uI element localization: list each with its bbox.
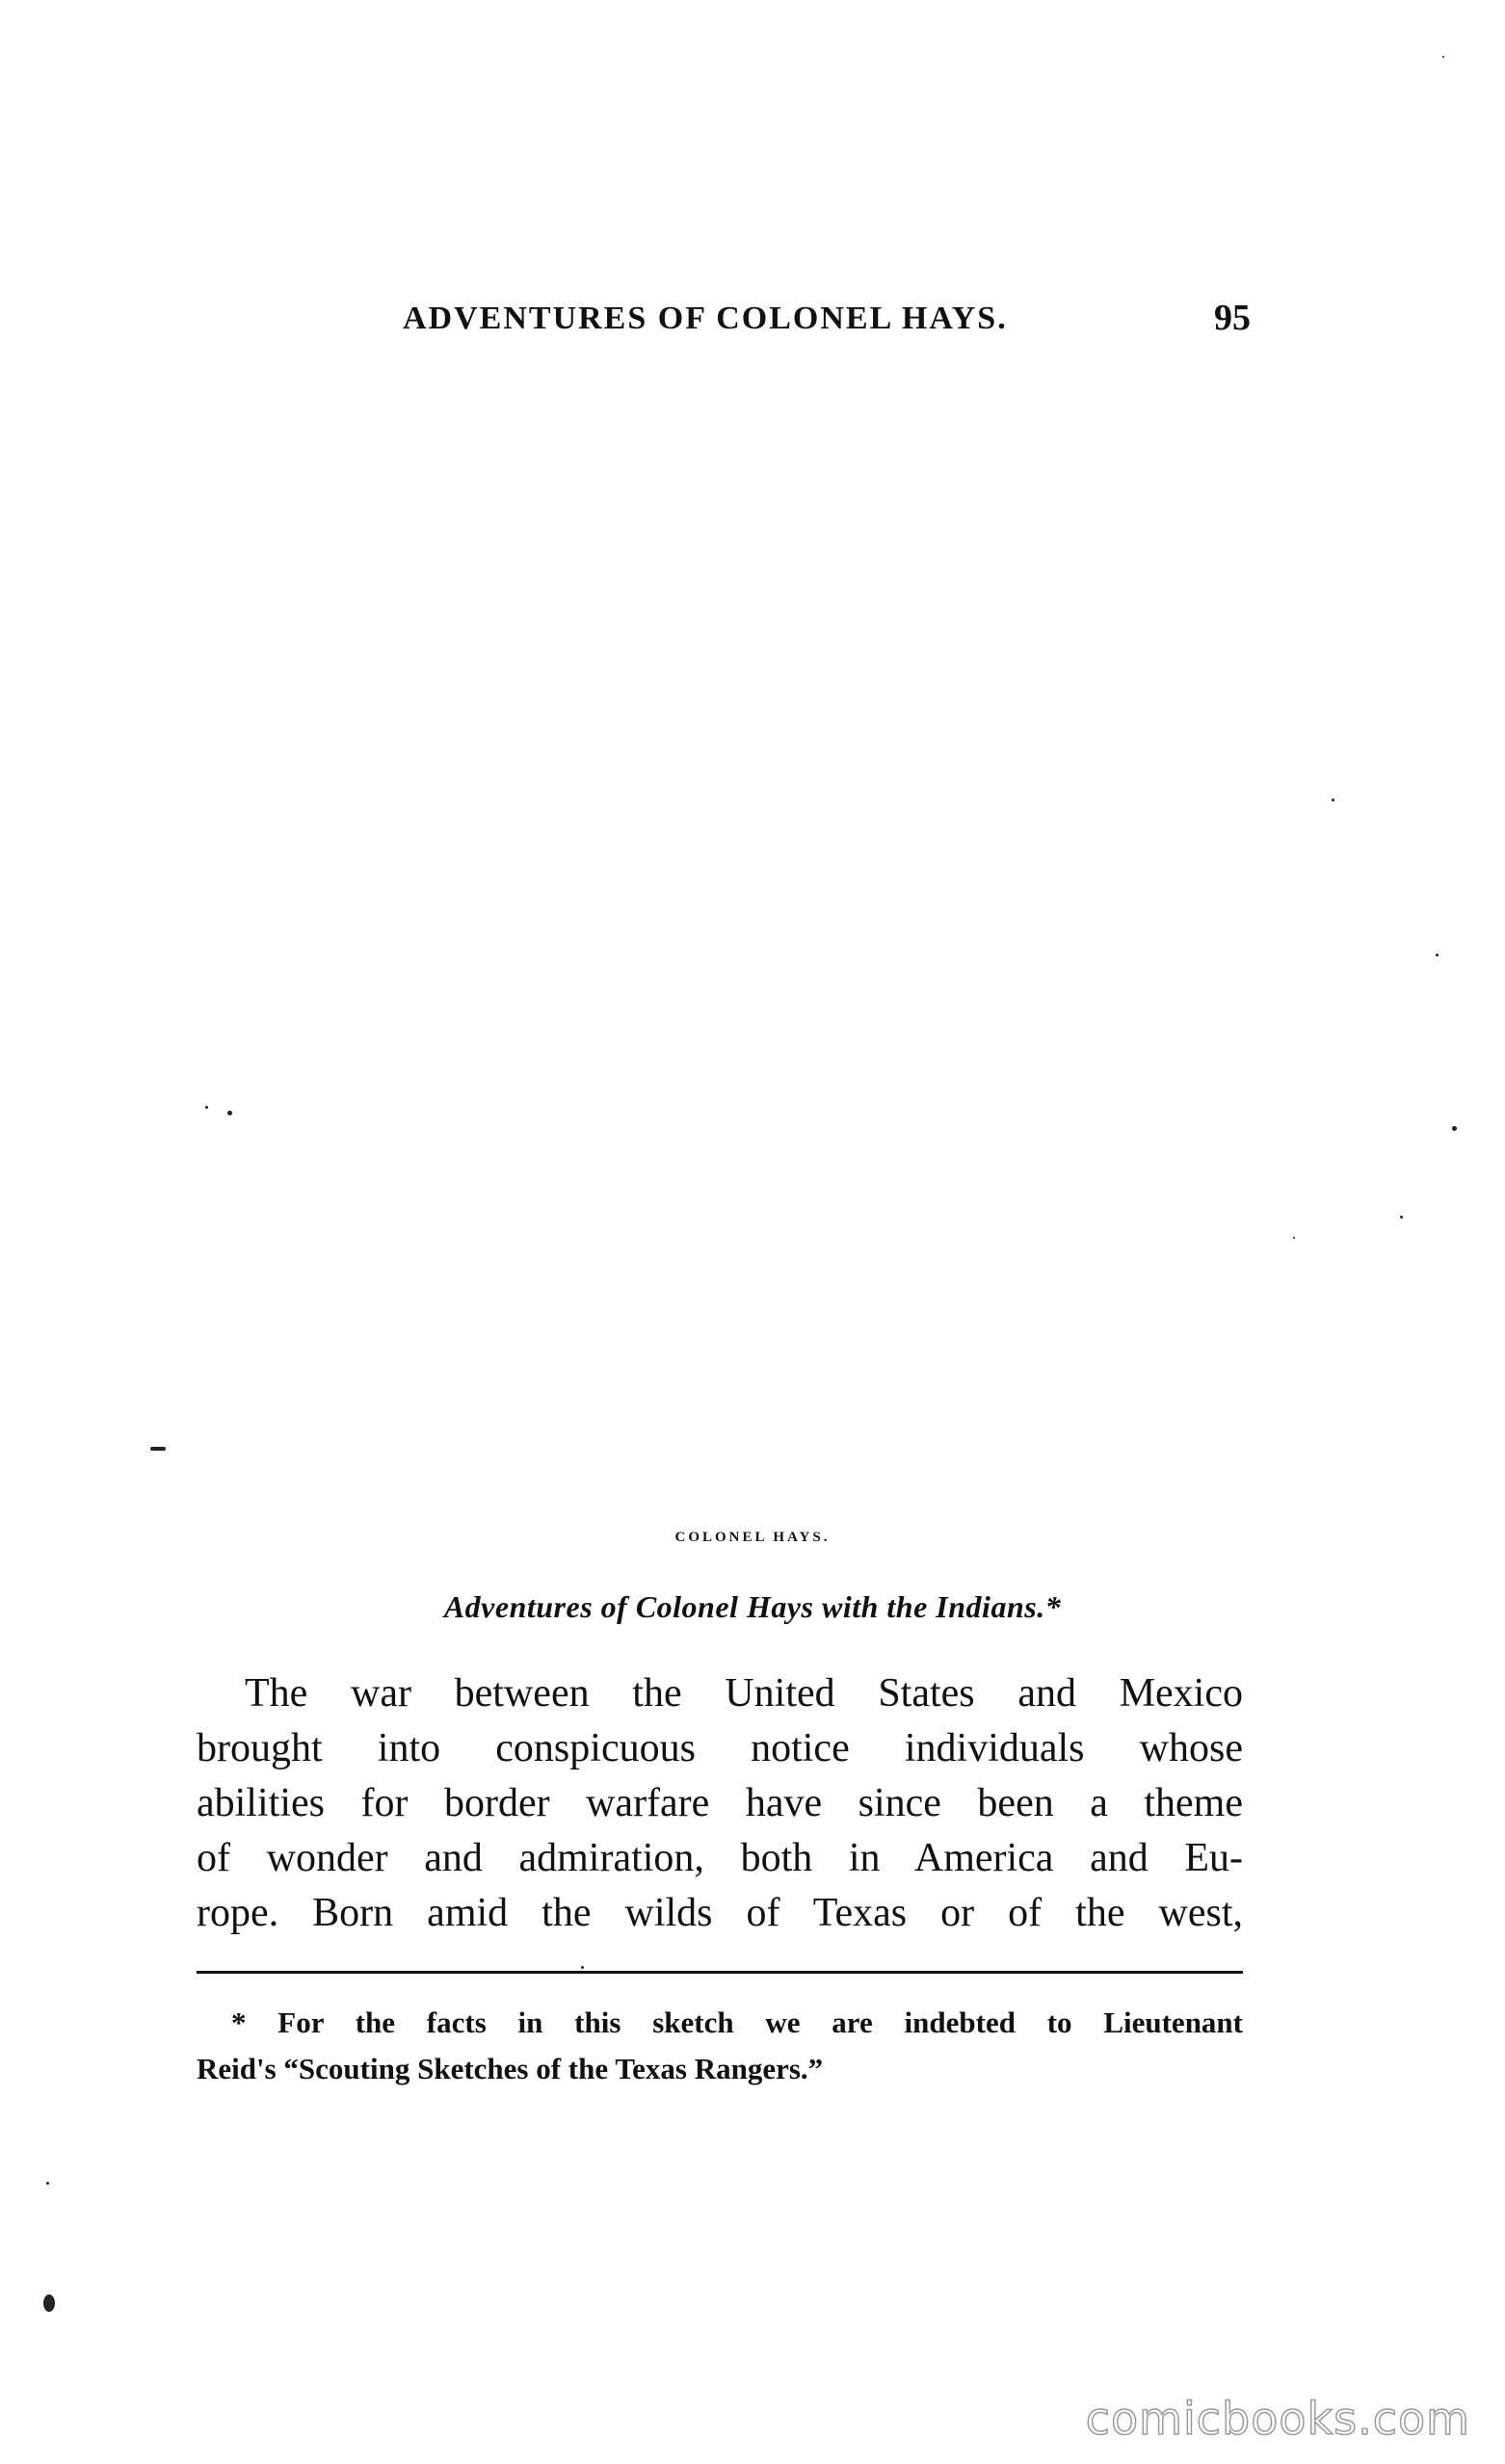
scan-speck — [1293, 1237, 1295, 1239]
scan-speck — [205, 1106, 208, 1109]
scan-speck — [1400, 1216, 1403, 1219]
chapter-title: Adventures of Colonel Hays with the Indians.* — [443, 1589, 1062, 1624]
footnote-line: Reid's “Scouting Sketches of the Texas Rangers.” — [197, 2052, 824, 2085]
body-line: of wonder and admiration, both in America and Eu- — [197, 1836, 1243, 1880]
scan-speck — [227, 1111, 232, 1115]
scan-speck — [46, 2182, 49, 2185]
body-line: The war between the United States and Mexico — [245, 1671, 1243, 1716]
page-number: 95 — [1214, 298, 1251, 338]
section-label: COLONEL HAYS. — [674, 1530, 831, 1545]
body-line: brought into conspicuous notice individuals whose — [197, 1726, 1243, 1770]
scan-speck — [150, 1447, 166, 1451]
scan-speck — [1442, 56, 1444, 58]
footnote-rule — [197, 1971, 1243, 1974]
body-line: rope. Born amid the wilds of Texas or of the west, — [197, 1891, 1243, 1935]
scan-speck — [1436, 954, 1439, 957]
body-paragraph — [197, 1666, 1243, 1941]
running-header — [403, 298, 1251, 349]
scan-speck — [581, 1966, 584, 1969]
running-title: ADVENTURES OF COLONEL HAYS. — [403, 301, 1008, 336]
body-line: abilities for border warfare have since been a theme — [197, 1781, 1243, 1825]
footnote-line: * For the facts in this sketch we are indebted to Lieutenant — [231, 2005, 1243, 2039]
scan-speck — [1452, 1126, 1457, 1131]
scan-speck — [43, 2294, 55, 2312]
footnote — [197, 2000, 1243, 2092]
watermark: comicbooks.com — [1085, 2393, 1470, 2445]
scan-speck — [1332, 799, 1334, 801]
